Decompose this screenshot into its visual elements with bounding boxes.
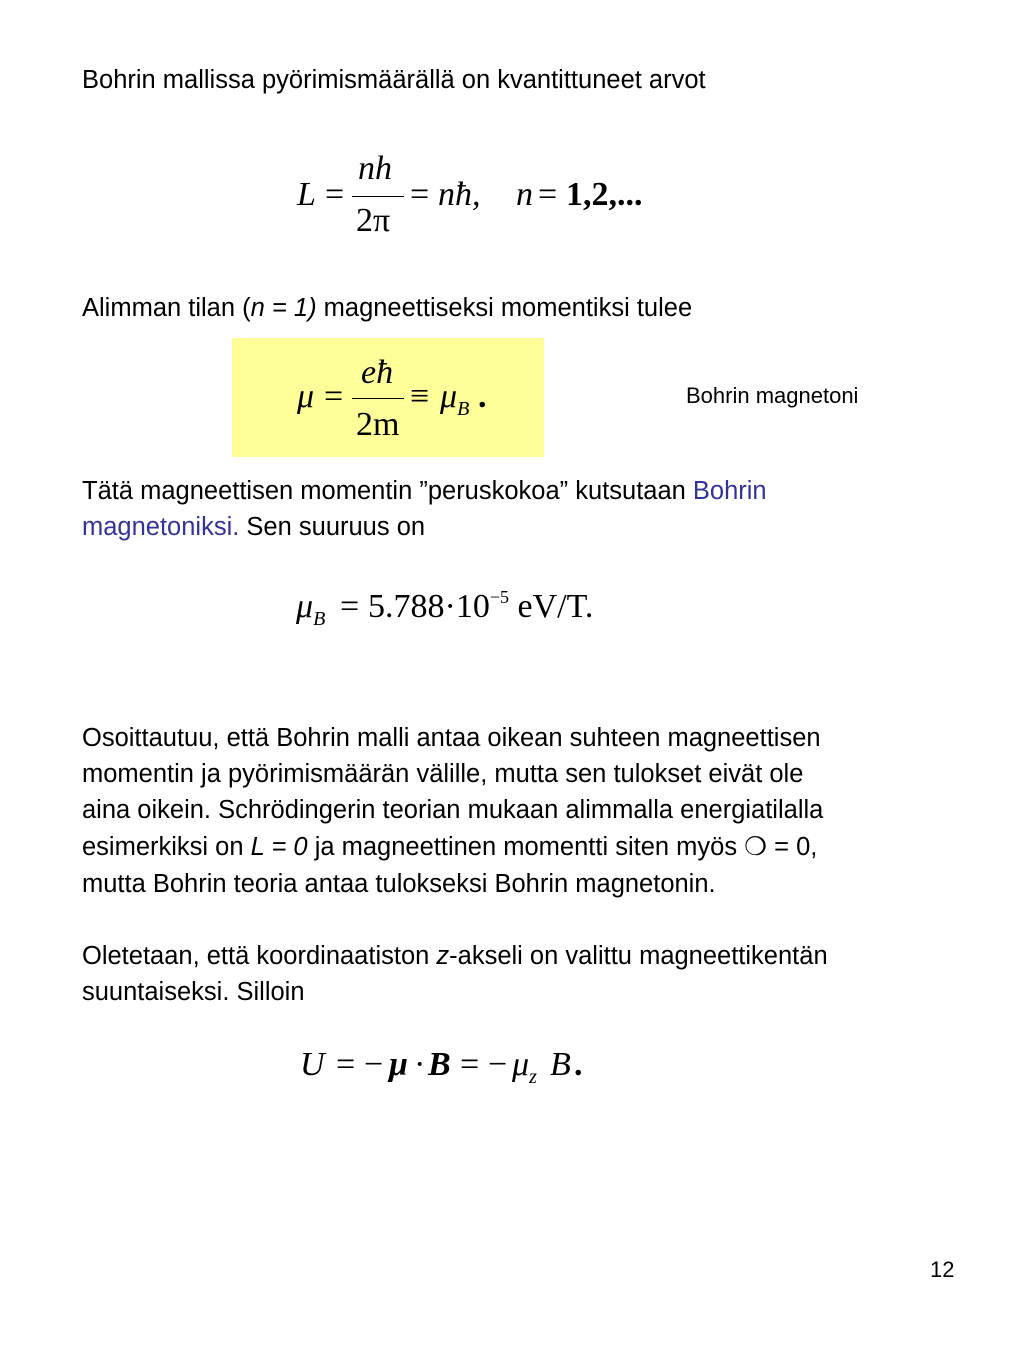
eq4-u: U xyxy=(300,1046,325,1083)
paragraph-line-4: esimerkiksi on L = 0 ja magneettinen momentti siten myös ❍ = 0, xyxy=(82,833,818,861)
eq2-equals: = xyxy=(324,378,344,415)
eq3-value: $5.788\cdot 10^{-5}$ eV/T. xyxy=(368,587,594,625)
eq2-mu: μ xyxy=(297,378,315,415)
eq4-mu-vector: μ xyxy=(389,1046,408,1083)
eq4-dot: · xyxy=(414,1046,426,1083)
lowest-state-text: Alimman tilan (n = 1) magneettiseksi momentiksi tulee xyxy=(82,294,693,322)
eq2-mu-b: $\mu_B$ xyxy=(440,378,470,420)
paragraph-line-2: momentin ja pyörimismäärän välille, mutta sen tulokset eivät ole xyxy=(82,760,804,788)
eq4-equals-2: = xyxy=(460,1046,480,1083)
mu-symbol: ❍ xyxy=(744,833,768,861)
eq1-equals: = xyxy=(325,176,345,213)
eq4-b-vector: B xyxy=(428,1046,451,1083)
eq1-denominator: 2π xyxy=(356,202,391,239)
page-number: 12 xyxy=(930,1257,955,1282)
axis-text-line1: Oletetaan, että koordinaatiston z-akseli on valittu magneettikentän xyxy=(82,942,828,970)
eq4-period: . xyxy=(574,1046,583,1083)
basic-size-text-line2: magnetoniksi. Sen suuruus on xyxy=(82,513,426,541)
eq2-equiv: ≡ xyxy=(410,378,430,415)
eq1-cond-equals: = xyxy=(538,176,558,213)
eq1-lhs: L xyxy=(297,176,316,213)
eq2-fraction xyxy=(352,356,404,446)
basic-size-text-line1: Tätä magneettisen momentin ”peruskokoa” kutsutaan Bohrin xyxy=(82,477,767,505)
magneton-label: Bohrin magnetoni xyxy=(686,383,859,408)
eq2-numerator: eħ xyxy=(361,354,394,391)
eq1-values: 1,2,... xyxy=(566,176,643,213)
eq4-equals: = xyxy=(336,1046,356,1083)
eq4-mu-z: $\mu_z$ xyxy=(512,1046,537,1088)
eq1-fraction xyxy=(352,152,404,242)
bohr-magneton-term: Bohrin xyxy=(692,477,767,505)
eq2-period: . xyxy=(478,378,487,415)
eq1-equals-2: = xyxy=(410,176,430,213)
eq3-mu-b: $\mu_B$ xyxy=(296,588,326,630)
eq2-denominator: 2m xyxy=(356,406,400,443)
paragraph-line-1: Osoittautuu, että Bohrin malli antaa oikean suhteen magneettisen xyxy=(82,724,821,752)
eq1-n: n xyxy=(516,176,533,213)
paragraph-line-3: aina oikein. Schrödingerin teorian mukaan alimmalla energiatilalla xyxy=(82,796,824,824)
eq2-fraction-bar xyxy=(352,398,404,399)
eq1-rhs: nħ, xyxy=(438,176,481,213)
eq4-minus: − xyxy=(364,1046,384,1083)
axis-text-line2: suuntaiseksi. Silloin xyxy=(82,978,305,1006)
eq3-equals: = xyxy=(340,588,360,625)
bohr-magneton-term-2: magnetoniksi. xyxy=(82,513,240,541)
eq4-minus-2: − xyxy=(488,1046,508,1083)
eq1-fraction-bar xyxy=(352,196,404,197)
intro-text: Bohrin mallissa pyörimismäärällä on kvantittuneet arvot xyxy=(82,66,706,94)
eq1-numerator: nh xyxy=(358,150,392,187)
paragraph-line-5: mutta Bohrin teoria antaa tulokseksi Bohrin magnetonin. xyxy=(82,870,716,898)
eq4-b: B xyxy=(550,1046,571,1083)
